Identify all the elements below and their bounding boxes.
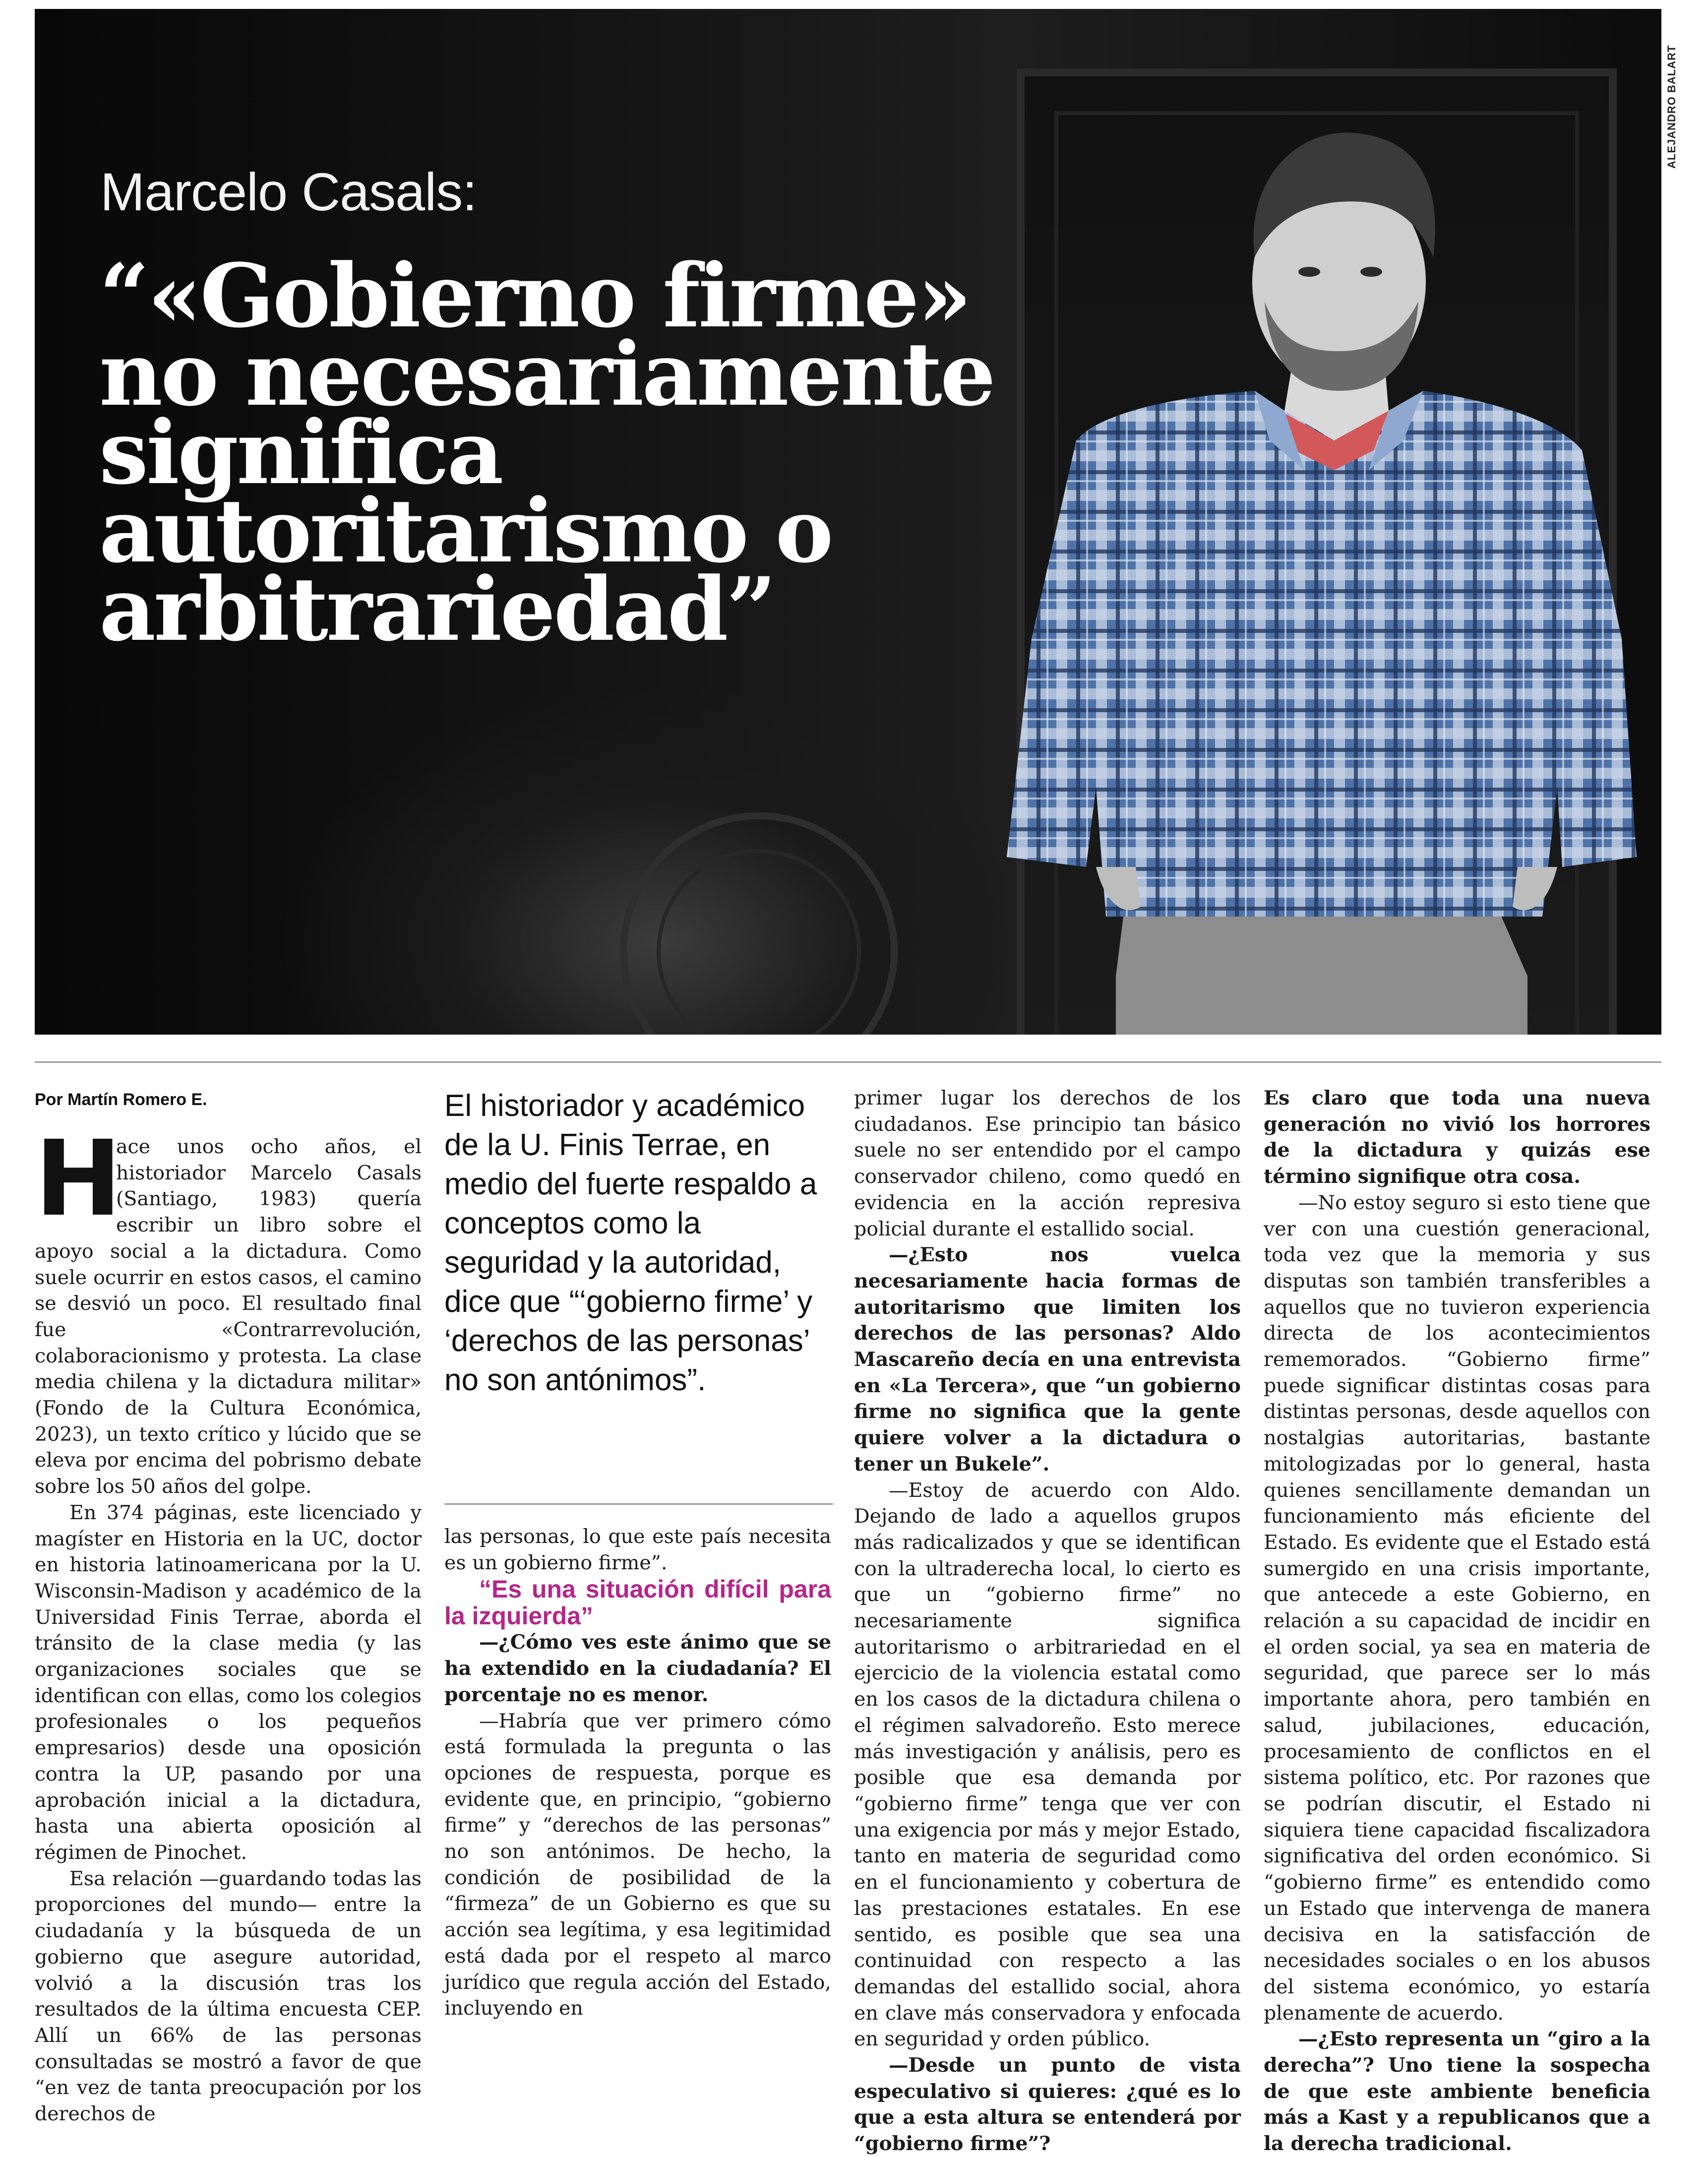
hero-photo [35,9,1661,1035]
article-column-4 [1264,1085,1650,2157]
drop-cap: H [35,1118,122,1239]
interview-question: —¿Esto representa un “giro a la derecha”? Uno tiene la sospecha de que este ambiente beneficia más a Kast y a republicanos que a la derecha tradicional. [1264,2028,1650,2156]
section-divider [35,1061,1661,1063]
article-column-2 [444,1524,831,2022]
interview-question: Es claro que toda una nueva generación no vivió los horrores de la dictadura y quizás ese término signifique otra cosa. [1264,1087,1650,1188]
pull-quote: El historiador y académico de la U. Finis Terrae, en medio del fuerte respaldo a conceptos como la seguridad y la autoridad, dice que “‘gobierno firme’ y ‘derechos de las personas’ no son antónimos”. [444,1089,817,1397]
monogram-emblem [620,812,898,1035]
headline [99,245,1066,661]
body-paragraph: En 374 páginas, este licenciado y magíster en Historia en la UC, doctor en historia latinoamericana por la U. Wisconsin-Madison y académico de la Universidad Finis Terrae, aborda el tránsito de la clase media (y las organizaciones sociales que se identifican con ellas, como los colegios profesionales o los pequeños empresarios) desde una oposición contra la UP, pasando por una aprobación inicial a la dictadura, hasta una abierta oposición al régimen de Pinochet. [35,1501,422,1864]
headline-kicker: Marcelo Casals: [100,162,477,222]
interview-question: —Desde un punto de vista especulativo si quieres: ¿qué es lo que a esta altura se entenderá por “gobierno firme”? [854,2054,1241,2156]
article-column-1 [35,1118,422,2127]
interview-question: —¿Esto nos vuelca necesariamente hacia formas de autoritarismo que limiten los derechos de las personas? Aldo Mascareño decía en una entrevista en «La Tercera», que “un gobierno firme no significa que la gente quiere volver a la dictadura o tener un Bukele”. [854,1243,1241,1476]
headline-line: “«Gobierno firme» [99,245,970,347]
headline-line: autoritarismo o [99,480,832,582]
interview-answer: —No estoy seguro si esto tiene que ver con una cuestión generacional, toda vez que la memoria y sus disputas son también transferibles a aquellos que no tuvieron experiencia directa de los acontecimientos rememorados. “Gobierno firme” puede significar distintas cosas para distintas personas, desde aquellos con nostalgias autoritarias, bastante mitologizadas por lo general, hasta quienes sencillamente demandan un funcionamiento más eficiente del Estado. Es evidente que el Estado está sumergido en una crisis importante, que antecede a este Gobierno, en relación a su capacidad de incidir en el orden social, ya sea en materia de seguridad, que parece ser lo más importante ahora, pero también en salud, jubilaciones, educación, procesamiento de conflictos en el sistema político, etc. Por razones que se podrían discutir, el Estado ni siquiera tiene capacidad fiscalizadora significativa del orden económico. Si “gobierno firme” es entendido como un Estado que intervenga de manera decisiva en la satisfacción de necesidades sociales o en los abusos del sistema económico, yo estaría plenamente de acuerdo. [1264,1191,1650,2025]
section-subhead: “Es una situación difícil para la izquierda” [444,1575,831,1630]
body-paragraph: Esa relación —guardando todas las proporciones del mundo— entre la ciudadanía y la búsqueda de un gobierno que asegure autoridad, volvió a la discusión tras los resultados de la última encuesta CEP. Allí un 66% de las personas consultadas se mostró a favor de que “en vez de tanta preocupación por los derechos de [35,1867,422,2126]
photo-credit: ALEJANDRO BALART [1665,45,1678,169]
headline-line: significa [99,401,502,504]
article-column-3 [854,1085,1241,2157]
headline-line: arbitrariedad” [99,558,775,661]
lead-paragraph: H ace unos ocho años, el historiador Marcelo Casals (Santiago, 1983) quería escribir un libro sobre el apoyo social a la dictadura. Como suele ocurrir en estos casos, el camino se desvió un poco. El resultado final fue «Contrarrevolución, colaboracionismo y protesta. La clase media chilena y la dictadura militar» (Fondo de la Cultura Económica, 2023), un texto crítico y lúcido que se eleva por encima del pobrismo debate sobre los 50 años del golpe. [35,1118,422,1498]
pull-quote-divider [444,1503,833,1505]
interview-answer: —Estoy de acuerdo con Aldo. Dejando de lado a aquellos grupos más radicalizados y que se identifican con la ultraderecha local, lo cierto es que un “gobierno firme” no necesariamente significa autoritarismo o arbitrariedad en el ejercicio de la violencia estatal como en los casos de la dictadura chilena o el régimen salvadoreño. Esto merece más investigación y análisis, pero es posible que esa demanda por “gobierno firme” tenga que ver con una exigencia por más y mejor Estado, tanto en materia de seguridad como en el funcionamiento y cobertura de las prestaciones estatales. En ese sentido, es posible que sea una continuidad con respecto a las demandas del estallido social, ahora en clave más conservadora y enfocada en seguridad y orden público. [854,1479,1241,2051]
body-paragraph: primer lugar los derechos de los ciudadanos. Ese principio tan básico suele no ser entendido por el campo conservador chileno, como quedó en evidencia en la acción represiva policial durante el estallido social. [854,1087,1241,1240]
interview-question: —¿Cómo ves este ánimo que se ha extendido en la ciudadanía? El porcentaje no es menor. [444,1631,831,1706]
byline: Por Martín Romero E. [35,1090,207,1109]
portrait-photo [977,93,1661,1035]
interview-answer: —Habría que ver primero cómo está formulada la pregunta o las opciones de respuesta, porque es evidente que, en principio, “gobierno firme” y “derechos de las personas” no son antónimos. De hecho, la condición de posibilidad de la “firmeza” de un Gobierno es que su acción sea legítima, y esa legitimidad está dada por el respeto al marco jurídico que regula acción del Estado, incluyendo en [444,1709,831,2020]
body-paragraph: las personas, lo que este país necesita es un gobierno firme”. [444,1525,831,1574]
headline-line: no necesariamente [99,323,994,426]
